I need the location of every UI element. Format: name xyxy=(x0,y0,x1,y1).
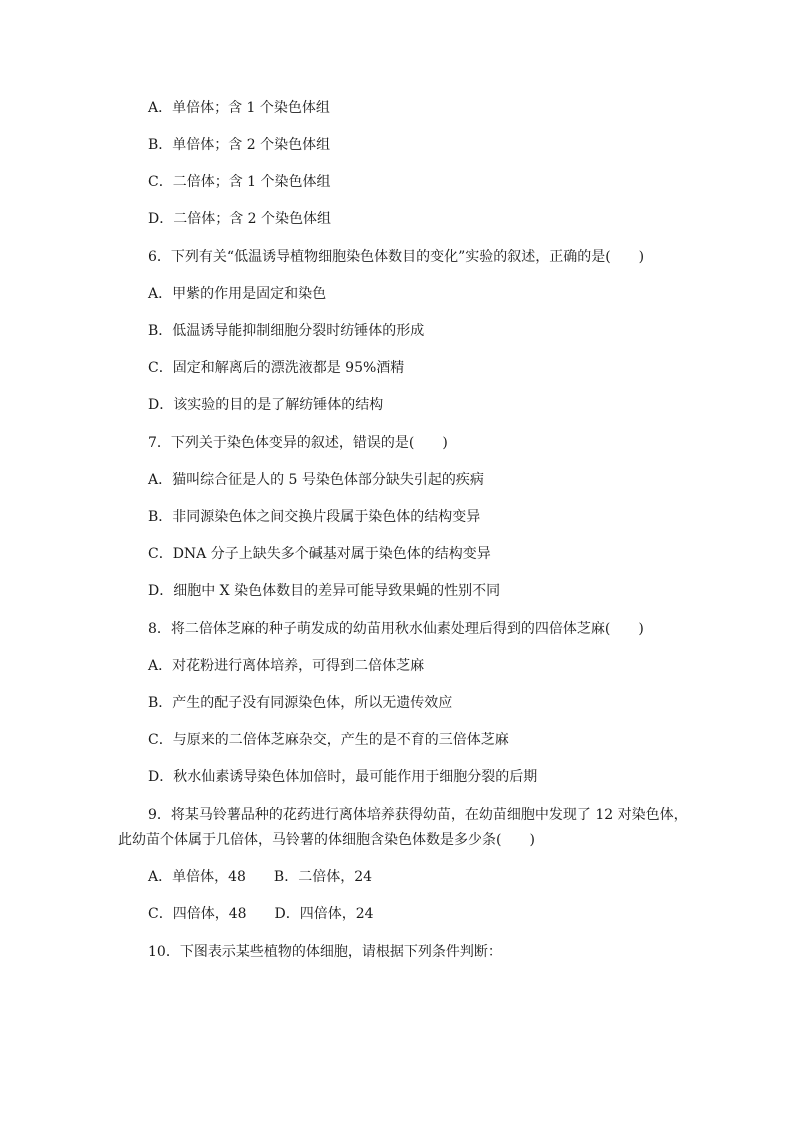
q8-option-d: D．秋水仙素诱导染色体加倍时，最可能作用于细胞分裂的后期 xyxy=(148,769,538,785)
q5-option-a: A．单倍体；含 1 个染色体组 xyxy=(148,100,330,116)
q7-option-d: D．细胞中 X 染色体数目的差异可能导致果蝇的性别不同 xyxy=(148,583,501,599)
q8-option-b: B．产生的配子没有同源染色体，所以无遗传效应 xyxy=(148,695,453,711)
q8-option-c: C．与原来的二倍体芝麻杂交，产生的是不育的三倍体芝麻 xyxy=(148,732,509,748)
q5-option-d: D．二倍体；含 2 个染色体组 xyxy=(148,211,332,227)
q9-stem-line2: 此幼苗个体属于几倍体，马铃薯的体细胞含染色体数是多少条( ) xyxy=(118,832,535,848)
q8-stem: 8．将二倍体芝麻的种子萌发成的幼苗用秋水仙素处理后得到的四倍体芝麻( ) xyxy=(148,621,644,637)
q8-option-a: A．对花粉进行离体培养，可得到二倍体芝麻 xyxy=(148,658,425,674)
q6-option-b: B．低温诱导能抑制细胞分裂时纺锤体的形成 xyxy=(148,323,425,339)
q7-option-c: C．DNA 分子上缺失多个碱基对属于染色体的结构变异 xyxy=(148,546,491,562)
q9-options-row2: C．四倍体，48 D．四倍体，24 xyxy=(148,906,374,922)
q6-option-c: C．固定和解离后的漂洗液都是 95%酒精 xyxy=(148,360,405,376)
q5-option-b: B．单倍体；含 2 个染色体组 xyxy=(148,137,331,153)
q7-option-a: A．猫叫综合征是人的 5 号染色体部分缺失引起的疾病 xyxy=(148,472,484,488)
q6-option-d: D．该实验的目的是了解纺锤体的结构 xyxy=(148,397,384,413)
q7-stem: 7．下列关于染色体变异的叙述，错误的是( ) xyxy=(148,435,448,451)
q6-option-a: A．甲紫的作用是固定和染色 xyxy=(148,286,327,302)
q7-option-b: B．非同源染色体之间交换片段属于染色体的结构变异 xyxy=(148,509,481,525)
q5-option-c: C．二倍体；含 1 个染色体组 xyxy=(148,174,331,190)
q9-stem-line1: 9．将某马铃薯品种的花药进行离体培养获得幼苗，在幼苗细胞中发现了 12 对染色体， xyxy=(148,807,688,823)
q10-stem: 10．下图表示某些植物的体细胞，请根据下列条件判断： xyxy=(148,944,502,960)
q6-stem: 6．下列有关“低温诱导植物细胞染色体数目的变化”实验的叙述，正确的是( ) xyxy=(148,249,645,265)
q9-options-row1: A．单倍体，48 B．二倍体，24 xyxy=(148,869,373,885)
